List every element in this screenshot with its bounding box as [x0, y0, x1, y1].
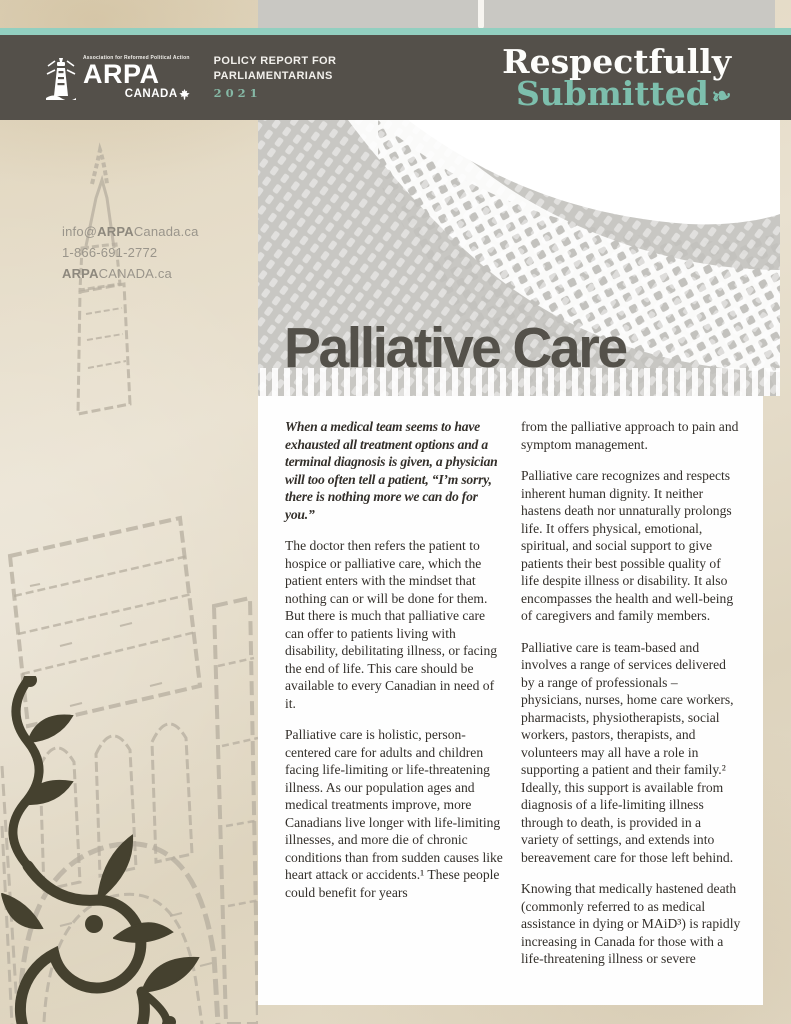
- contact-website: ARPACANADA.ca: [62, 266, 172, 281]
- contact-phone: 1-866-691-2772: [62, 245, 158, 260]
- lighthouse-icon: [46, 56, 76, 100]
- body-paragraph: from the palliative approach to pain and symptom management.: [521, 419, 739, 452]
- report-kicker: [214, 54, 337, 101]
- banner-line2: Submitted ❧: [515, 73, 735, 113]
- body-paragraph: The doctor then refers the patient to hospice or palliative care, which the patient enters with the mindset that nothing can or will be done for them. But there is much that palliative care can offer to patients living with disability, debilitating illness, or facing the end of life. This care should be available to every Canadian in need of it.: [285, 538, 498, 711]
- report-line1: POLICY REPORT FOR: [213, 55, 337, 68]
- respectfully-submitted-banner: [502, 42, 735, 113]
- left-column: [285, 418, 505, 982]
- intro-quote: When a medical team seems to have exhausted all treatment options and a terminal diagnosis is given, a physician will too often tell a patient, “I’m sorry, there is nothing more we can do for you.”: [285, 419, 498, 522]
- report-year: 2021: [213, 85, 262, 100]
- masthead: [0, 35, 791, 120]
- report-line2: PARLIAMENTARIANS: [213, 69, 333, 82]
- banner-line1: Respectfully: [502, 42, 731, 82]
- body-paragraph: Palliative care recognizes and respects inherent human dignity. It neither hastens death nor unnaturally prolongs life. It offers physical, emotional, spiritual, and social support to give patients their best possible quality of life despite illness or disability. It also encompasses the health and well-being of caregivers and family members.: [521, 468, 734, 623]
- org-tagline: Association for Reformed Political Action: [83, 55, 190, 61]
- top-gray-strip: [258, 0, 775, 29]
- page-fold-mark: [478, 0, 484, 29]
- body-paragraph: Palliative care is holistic, person-centered care for adults and children facing life-limiting or life-threatening illness. As our population ages and medical treatments improve, more Canadians live longer with life-limiting illnesses, and more die of chronic conditions than from sudden causes like heart attack or accidents.¹ These people could benefit for years: [285, 727, 503, 900]
- article-panel: [258, 396, 763, 1005]
- swash-flourish-icon: ❧: [708, 78, 735, 112]
- org-country: CANADA: [83, 88, 190, 100]
- arpa-logo: [46, 55, 190, 100]
- corner-flourish-icon: [0, 676, 238, 1024]
- org-name: ARPA: [83, 59, 160, 89]
- body-paragraph: Knowing that medically hastened death (commonly referred to as medical assistance in dying or MAiD³) is rapidly increasing in Canada for those with a life-threatening illness or severe: [521, 881, 741, 966]
- teal-rule: [0, 28, 791, 35]
- contact-block: [62, 221, 199, 284]
- body-paragraph: Palliative care is team-based and involves a range of services delivered by a range of professionals – physicians, nurses, home care workers, pharmacists, physiotherapists, social workers, pastors, therapists, and volunteers may all have a role in supporting a patient and their family.² Ideally, this support is available from diagnosis of a life-limiting illness through to death, is provided in a variety of settings, and extends into bereavement care for those left behind.: [521, 639, 734, 865]
- contact-email: info@ARPACanada.ca: [62, 224, 199, 239]
- page-title: Palliative Care: [284, 316, 626, 380]
- maple-leaf-icon: [179, 89, 190, 100]
- title-band: [258, 120, 780, 396]
- right-column: [521, 418, 741, 982]
